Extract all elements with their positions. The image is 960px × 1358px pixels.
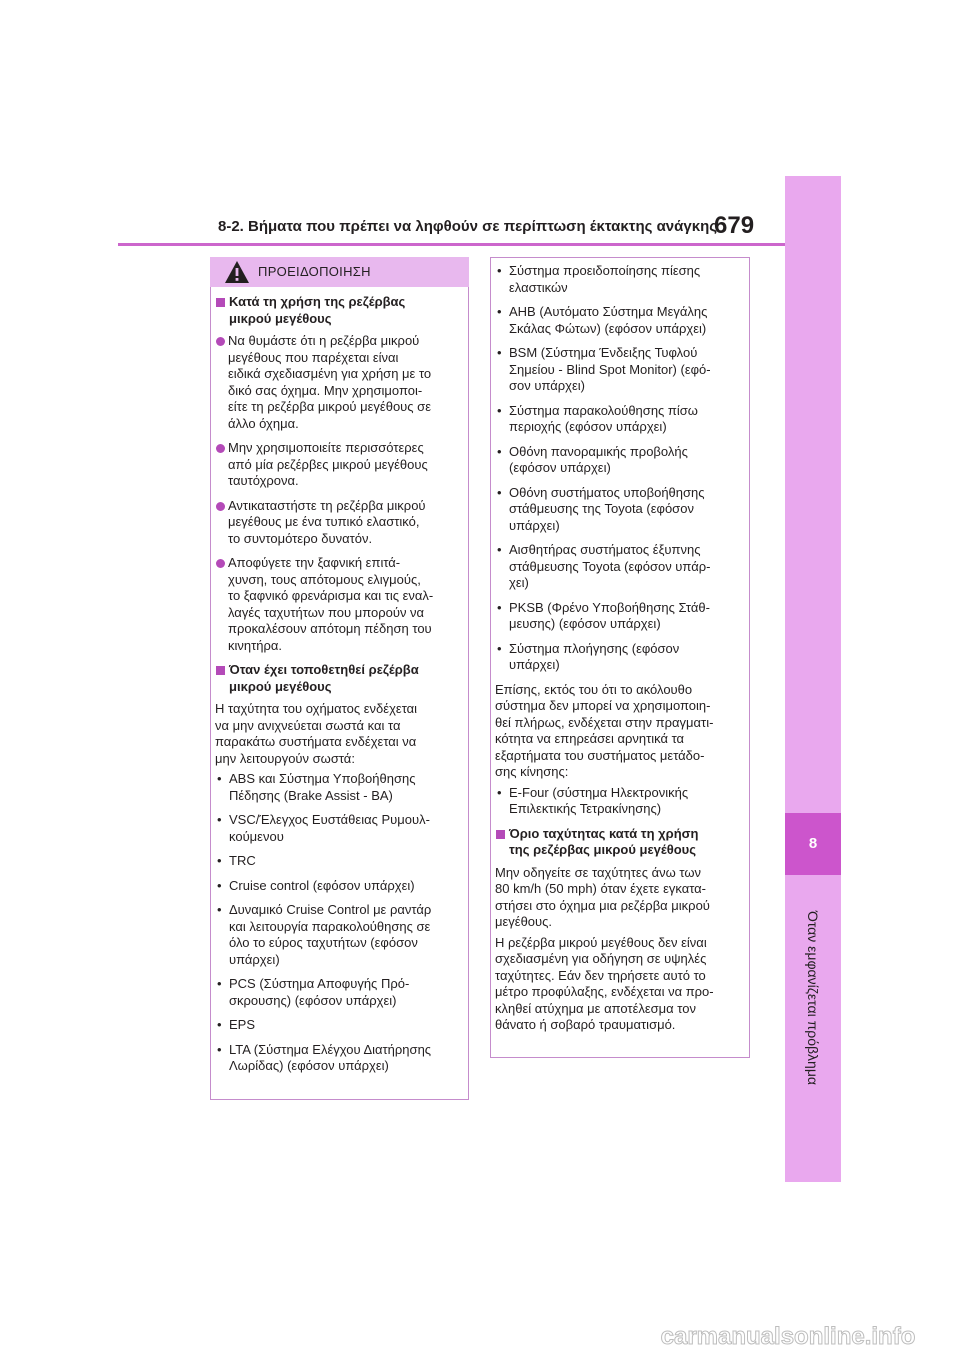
square-bullet-icon	[216, 666, 225, 675]
list-item: • ABS και Σύστημα Υποβοήθησης Πέδησης (Brake Assist - BA)	[217, 771, 416, 803]
square-bullet-icon	[496, 830, 505, 839]
list-item: • Οθόνη πανοραμικής προβολής (εφόσον υπάρχει)	[497, 443, 688, 475]
list-item: • EPS	[217, 1017, 256, 1032]
list-item: • Cruise control (εφόσον υπάρχει)	[217, 877, 415, 893]
list-item: • Σύστημα παρακολούθησης πίσω περιοχής (εφόσον υπάρχει)	[497, 402, 698, 434]
svg-text:carmanualsonline.info: carmanualsonline.info	[660, 1323, 916, 1350]
list-item: • TRC	[217, 853, 256, 868]
chapter-number: 8	[808, 835, 818, 852]
header-rule	[118, 243, 785, 246]
list-item: • Σύστημα πλοήγησης (εφόσον υπάρχει)	[497, 640, 680, 672]
section-heading: Όταν έχει τοποθετηθεί ρεζέρβα μικρού μεγέθους	[215, 662, 465, 695]
list-item: • Αισθητήρας συστήματος έξυπνης στάθμευσης Toyota (εφόσον υπάρ- χει)	[497, 542, 711, 590]
list-item: • E-Four (σύστημα Ηλεκτρονικής Επιλεκτικής Τετρακίνησης)	[497, 784, 689, 816]
list-item: • LTA (Σύστημα Ελέγχου Διατήρησης Λωρίδας) (εφόσον υπάρχει)	[217, 1041, 432, 1073]
list-item: • AHB (Αυτόματο Σύστημα Μεγάλης Σκάλας Φώτων) (εφόσον υπάρχει)	[497, 304, 708, 336]
chapter-number-tab	[785, 813, 841, 875]
round-bullet-icon	[216, 444, 225, 453]
chapter-title-vertical	[802, 882, 824, 1114]
square-bullet-icon	[216, 298, 225, 307]
round-bullet-icon	[216, 502, 225, 511]
paragraph: Μην οδηγείτε σε ταχύτητες άνω των 80 km/h (50 mph) όταν έχετε εγκατα- στήσει στο όχημα μια ρεζέρβα μικρού μεγέθους.	[495, 864, 710, 929]
page-number: 679	[714, 212, 755, 239]
watermark-logo	[638, 1320, 938, 1354]
list-item: • PCS (Σύστημα Αποφυγής Πρό- σκρουσης) (εφόσον υπάρχει)	[217, 976, 410, 1008]
round-bullet-icon	[216, 337, 225, 346]
round-bullet-icon	[216, 559, 225, 568]
list-item: • BSM (Σύστημα Ένδειξης Τυφλού Σημείου - Blind Spot Monitor) (εφό- σον υπάρχει)	[497, 345, 711, 393]
list-item: Να θυμάστε ότι η ρεζέρβα μικρού μεγέθους που παρέχεται είναι ειδικά σχεδιασμένη για χρήση με το δικό σας όχημα. Μην χρησιμοποι- είτε τη ρεζέρβα μικρού μεγέθους σε άλλο όχημα.	[215, 333, 465, 432]
warning-heading: ΠΡΟΕΙΔΟΠΟΙΗΣΗ	[258, 264, 371, 279]
list-item: • Οθόνη συστήματος υποβοήθησης στάθμευσης της Toyota (εφόσον υπάρχει)	[497, 484, 705, 533]
list-item: • Σύστημα προειδοποίησης πίεσης ελαστικών	[497, 263, 701, 295]
warning-header	[210, 257, 469, 287]
right-column-content	[495, 263, 747, 1042]
paragraph: Επίσης, εκτός του ότι το ακόλουθο σύστημα δεν μπορεί να χρησιμοποιη- θεί πλήρως, ενδέχεται στην πραγματι- κότητα να επηρεάσει αρνητικά τα εξαρτήματα του συστήματος μετάδο- σης κίνησης:	[495, 681, 714, 779]
list-item: Αντικαταστήστε τη ρεζέρβα μικρού μεγέθους με ένα τυπικό ελαστικό, το συντομότερο δυνατόν.	[215, 498, 465, 548]
list-item: • Δυναμικό Cruise Control με ραντάρ και λειτουργία παρακολούθησης σε όλο το εύρος ταχυτήτων (εφόσον υπάρχει)	[217, 902, 432, 967]
warning-triangle-icon	[224, 260, 250, 284]
page-header-title: 8-2. Βήματα που πρέπει να ληφθούν σε περίπτωση έκτακτης ανάγκης	[218, 218, 718, 235]
list-item: • PKSB (Φρένο Υποβοήθησης Στάθ- μευσης) (εφόσον υπάρχει)	[497, 599, 710, 631]
list-item: Μην χρησιμοποιείτε περισσότερες από μία ρεζέρβες μικρού μεγέθους ταυτόχρονα.	[215, 440, 465, 490]
paragraph: Η ταχύτητα του οχήματος ενδέχεται να μην ανιχνεύεται σωστά και τα παρακάτω συστήματα ενδέχεται να μην λειτουργούν σωστά:	[215, 701, 418, 766]
left-column-content	[215, 294, 465, 1083]
paragraph: Η ρεζέρβα μικρού μεγέθους δεν είναι σχεδιασμένη για οδήγηση σε υψηλές ταχύτητες. Εάν δεν τηρήσετε αυτό το μέτρο προφύλαξης, ενδέχεται να προ- κληθεί ατύχημα με αποτέλεσμα τον θάνατο ή σοβαρό τραυματισμό.	[495, 934, 714, 1032]
chapter-title: Όταν εμφανίζεται πρόβλημα	[805, 911, 821, 1085]
section-heading: Κατά τη χρήση της ρεζέρβας μικρού μεγέθους	[215, 294, 465, 327]
list-item: • VSC/Έλεγχος Ευστάθειας Ρυμουλ- κούμενου	[217, 812, 430, 844]
list-item: Αποφύγετε την ξαφνική επιτά- χυνση, τους απότομους ελιγμούς, το ξαφνικό φρενάρισμα και τις εναλ- λαγές ταχυτήτων που μπορούν να προκαλέσουν απότομη πέδηση του κινητήρα.	[215, 555, 465, 654]
section-heading: Όριο ταχύτητας κατά τη χρήση της ρεζέρβας μικρού μεγέθους	[495, 826, 747, 859]
